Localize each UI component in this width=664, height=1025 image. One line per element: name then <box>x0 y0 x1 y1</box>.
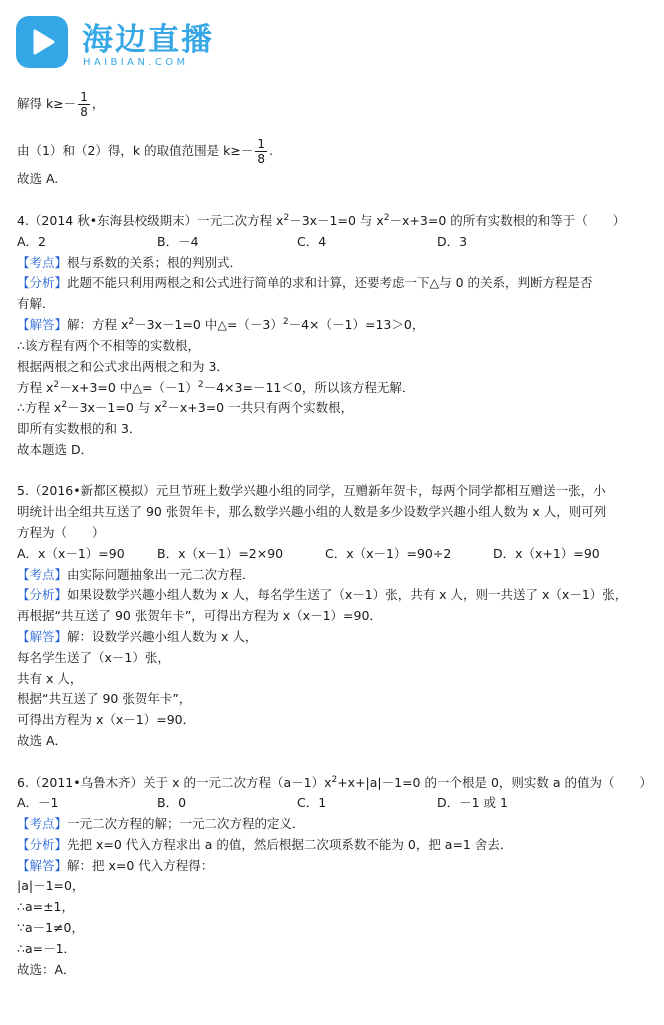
solution-line: ∴该方程有两个不相等的实数根， <box>17 338 200 353</box>
solution-line: ∴a=±1， <box>17 899 75 914</box>
jieda-line: 【解答】解：设数学兴趣小组人数为 x 人， <box>17 629 258 644</box>
kaodian-tag: 【考点】 <box>17 567 68 582</box>
fenxi-tag: 【分析】 <box>17 587 68 602</box>
question-stem: 方程为（ ） <box>17 525 105 540</box>
option-b: B．0 <box>157 795 187 810</box>
fenxi-line: 【分析】如果设数学兴趣小组人数为 x 人，每名学生送了（x－1）张，共有 x 人，则一共送了 x（x－1）张， <box>17 587 628 602</box>
solution-line: 故选 A． <box>17 733 68 748</box>
kaodian-line: 【考点】根与系数的关系；根的判别式． <box>17 255 243 270</box>
question-stem: 4.（2014 秋•东海县校级期末）一元二次方程 $x^2-3x-1=0$ 与 $x^2-x+3=0$ 的所有实数根的和等于（ ） <box>17 212 626 228</box>
solution-line: 故选 A. <box>17 171 59 186</box>
fraction: $\frac{1}{8}$ <box>257 137 265 166</box>
option-d: D．3 <box>437 234 468 249</box>
solution-line: ∵a－1≠0， <box>17 920 84 935</box>
jieda-line: 【解答】解：方程 $x^2-3x-1=0$ 中$\triangle=(-3)^2-4\times(-1)=13>0$， <box>17 316 425 332</box>
solution-line: |a|－1=0， <box>17 878 85 893</box>
fenxi-line: 再根据“共互送了 90 张贺年卡”，可得出方程为 x（x－1）=90． <box>17 608 382 623</box>
solution-line: 每名学生送了（x－1）张， <box>17 650 170 665</box>
solution-line: 解得 k≥－ $\frac{1}{8}$ ， <box>17 90 105 119</box>
jieda-tag: 【解答】 <box>17 317 68 332</box>
fraction: $\frac{1}{8}$ <box>80 90 88 119</box>
kaodian-line: 【考点】一元二次方程的解；一元二次方程的定义． <box>17 816 305 831</box>
logo-url: HAIBIAN.COM <box>83 57 189 68</box>
solution-line: 根据两根之和公式求出两根之和为 3． <box>17 359 229 374</box>
option-a: A．x（x－1）=90 <box>17 546 125 561</box>
kaodian-tag: 【考点】 <box>17 816 68 831</box>
option-c: C．1 <box>297 795 327 810</box>
logo-name: 海边直播 <box>82 22 214 58</box>
jieda-line: 【解答】解：把 x=0 代入方程得： <box>17 858 214 873</box>
option-d: D．x（x+1）=90 <box>493 546 600 561</box>
solution-line: 故选：A． <box>17 962 76 977</box>
fenxi-line: 【分析】先把 x=0 代入方程求出 a 的值，然后根据二次项系数不能为 0，把 a=1 舍去． <box>17 837 513 852</box>
question-stem: 明统计出全组共互送了 90 张贺年卡，那么数学兴趣小组的人数是多少设数学兴趣小组人数为 x 人，则可列 <box>17 504 607 519</box>
question-stem: 6.（2011•乌鲁木齐）关于 x 的一元二次方程$(a-1)x^2+x+|a|-1=0$ 的一个根是 0，则实数 a 的值为（ ） <box>17 774 653 790</box>
solution-line: 共有 x 人， <box>17 671 83 686</box>
fenxi-line: 有解． <box>17 296 55 311</box>
jieda-tag: 【解答】 <box>17 629 68 644</box>
solution-line: 即所有实数根的和 3． <box>17 421 142 436</box>
solution-line: 可得出方程为 x（x－1）=90． <box>17 712 196 727</box>
solution-line: 根据“共互送了 90 张贺年卡”， <box>17 691 192 706</box>
play-icon <box>16 16 68 68</box>
option-b: B．x（x－1）=2×90 <box>157 546 284 561</box>
option-a: A．－1 <box>17 795 59 810</box>
option-d: D．－1 或 1 <box>437 795 508 810</box>
solution-line: 由（1）和（2）得，k 的取值范围是 k≥－ $\frac{1}{8}$ . <box>17 137 273 166</box>
option-c: C．4 <box>297 234 327 249</box>
kaodian-line: 【考点】由实际问题抽象出一元二次方程． <box>17 567 255 582</box>
solution-line: ∴a=－1． <box>17 941 77 956</box>
option-c: C．x（x－1）=90÷2 <box>325 546 452 561</box>
question-stem: 5.（2016•新都区模拟）元旦节班上数学兴趣小组的同学，互赠新年贺卡，每两个同学都相互赠送一张，小 <box>17 483 606 498</box>
solution-line: 故本题选 D． <box>17 442 94 457</box>
option-b: B．－4 <box>157 234 199 249</box>
solution-line: ∴方程 $x^2-3x-1=0$ 与 $x^2-x+3=0$ 一共只有两个实数根， <box>17 399 354 415</box>
solution-line: 方程 $x^2-x+3=0$ 中$\triangle=(-1)^2-4\times 3=-11<0$，所以该方程无解． <box>17 379 415 395</box>
option-a: A．2 <box>17 234 47 249</box>
fenxi-tag: 【分析】 <box>17 275 68 290</box>
kaodian-tag: 【考点】 <box>17 255 68 270</box>
fenxi-line: 【分析】此题不能只利用两根之和公式进行简单的求和计算，还要考虑一下△与 0 的关系，判断方程是否 <box>17 275 593 290</box>
jieda-tag: 【解答】 <box>17 858 68 873</box>
fenxi-tag: 【分析】 <box>17 837 68 852</box>
